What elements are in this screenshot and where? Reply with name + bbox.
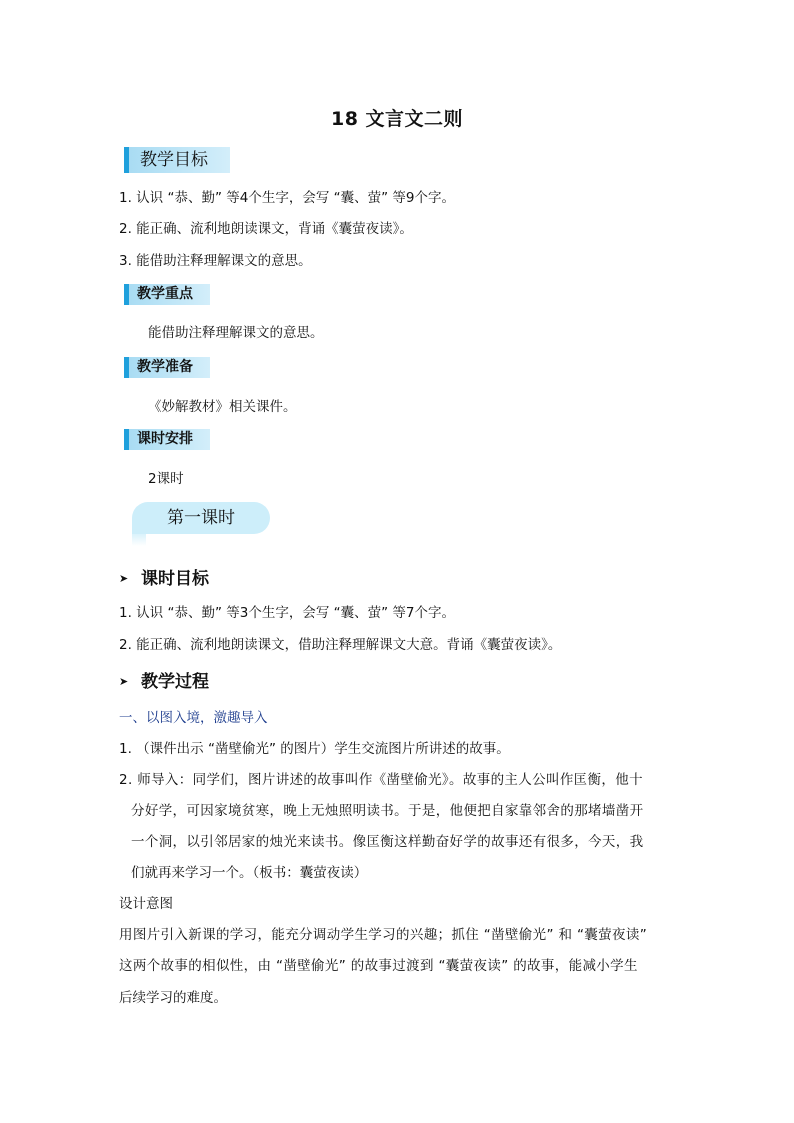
objectives-heading-text: 课时目标 [141,569,209,589]
prep-text: 《妙解教材》相关课件。 [148,399,297,415]
process-paragraph-2-line-4: 们就再来学习一个。（板书：囊萤夜读） [131,865,368,881]
section-heading-focus: 教学重点 [124,284,210,305]
section-heading-prep: 教学准备 [124,357,210,378]
page-title: 18 文言文二则 [330,108,464,130]
lesson-tab: 第一课时 [132,502,270,534]
design-intent-title: 设计意图 [119,896,173,912]
schedule-text: 2课时 [148,471,184,487]
design-intent-line-3: 后续学习的难度。 [119,990,227,1006]
section-heading-goals: 教学目标 [124,147,230,173]
process-heading [119,667,209,692]
process-heading-text: 教学过程 [141,672,209,692]
focus-text: 能借助注释理解课文的意思。 [148,325,324,341]
process-paragraph-2-line-3: 一个洞，以引邻居家的烛光来读书。像匡衡这样勤奋好学的故事还有很多，今天，我 [131,834,644,850]
goal-item-1: 1. 认识 “恭、勤” 等4个生字，会写 “囊、萤” 等9个字。 [119,190,455,206]
process-paragraph-2-line-2: 分好学，可因家境贫寒，晚上无烛照明读书。于是，他便把自家靠邻舍的那堵墙凿开 [131,803,644,819]
goal-item-3: 3. 能借助注释理解课文的意思。 [119,253,312,269]
process-step-1: 一、以图入境，激趣导入 [119,710,268,726]
design-intent-line-1: 用图片引入新课的学习，能充分调动学生学习的兴趣；抓住 “凿壁偷光” 和 “囊萤夜读” [119,927,648,943]
objective-item-2: 2. 能正确、流利地朗读课文，借助注释理解课文大意。背诵《囊萤夜读》。 [119,637,562,653]
design-intent-line-2: 这两个故事的相似性，由 “凿壁偷光” 的故事过渡到 “囊萤夜读” 的故事，能减小学生 [119,958,638,974]
process-paragraph-2-line-1: 2. 师导入：同学们，图片讲述的故事叫作《凿壁偷光》。故事的主人公叫作匡衡，他十 [119,772,643,788]
objectives-heading [119,564,209,589]
objective-item-1: 1. 认识 “恭、勤” 等3个生字，会写 “囊、萤” 等7个字。 [119,605,455,621]
section-heading-schedule: 课时安排 [124,429,210,450]
goal-item-2: 2. 能正确、流利地朗读课文，背诵《囊萤夜读》。 [119,221,413,237]
arrowhead-icon: ➤ [119,675,129,688]
arrowhead-icon: ➤ [119,572,129,585]
process-paragraph-1: 1. （课件出示 “凿壁偷光” 的图片）学生交流图片所讲述的故事。 [119,741,510,757]
